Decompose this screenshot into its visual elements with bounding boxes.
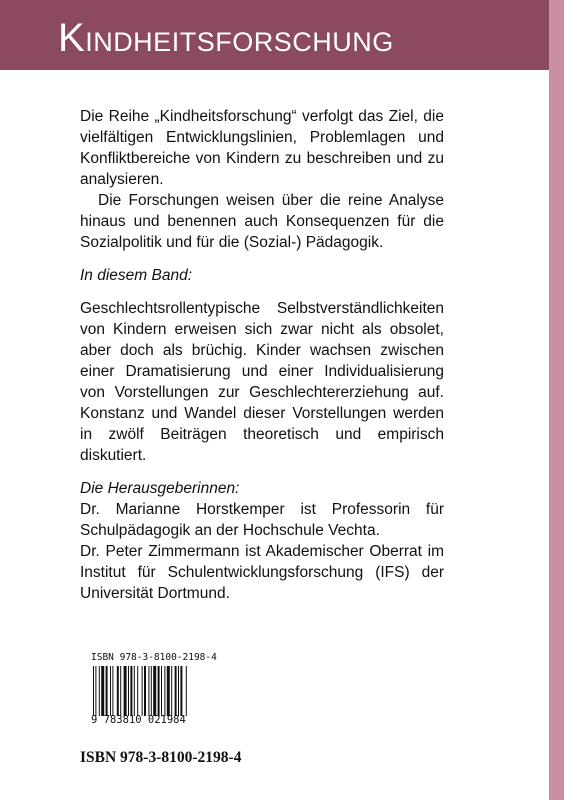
barcode-bar xyxy=(101,666,104,716)
barcode-bar xyxy=(153,666,156,716)
barcode-bar xyxy=(178,666,179,716)
barcode-bar xyxy=(151,666,152,716)
barcode-bar xyxy=(161,666,162,716)
barcode-isbn-label: ISBN 978-3-8100-2198-4 xyxy=(91,652,217,663)
editor-1: Dr. Marianne Horstkemper ist Professorin für Schulpädagogik an der Hochschule Vechta. xyxy=(80,501,444,539)
series-title-rest: INDHEITSFORSCHUNG xyxy=(85,27,394,57)
series-title-initial: K xyxy=(58,16,86,60)
barcode xyxy=(91,652,223,730)
intro-paragraph-1: Die Reihe „Kindheitsforschung“ verfolgt das Ziel, die vielfältigen Entwicklungslinien, Problemlagen und Konfliktbereiche von Kindern zu beschreiben und zu analysieren. xyxy=(80,108,444,188)
back-cover-text xyxy=(80,106,444,604)
intro-paragraph-2: Die Forschungen weisen über die reine Analyse hinaus und benennen auch Konsequenzen für die Sozialpolitik und für die (Sozial-) Pädagogik. xyxy=(80,192,444,251)
barcode-bar xyxy=(124,666,127,716)
barcode-bar xyxy=(164,666,165,716)
barcode-bar xyxy=(148,666,149,716)
barcode-bar xyxy=(99,666,100,716)
barcode-bar xyxy=(106,666,108,716)
barcode-bar xyxy=(137,666,138,716)
barcode-bar xyxy=(117,666,119,716)
barcode-bar xyxy=(180,666,182,716)
barcode-bar xyxy=(120,666,121,716)
barcode-bar xyxy=(134,666,135,716)
isbn-footer: ISBN 978-3-8100-2198-4 xyxy=(80,749,242,766)
right-edge-strip xyxy=(549,0,564,800)
volume-description: Geschlechtsrollentypische Selbstverständlichkeiten von Kindern erweisen sich zwar nicht als obsolet, aber doch als brüchig. Kinder wachsen zwischen einer Dramatisierung und einer Individualisierung von Vorstellungen zur Geschlechtererziehung auf. Konstanz und Wandel dieser Vorstellungen werden in zwölf Beiträgen theoretisch und empirisch diskutiert. xyxy=(80,300,444,464)
barcode-bar xyxy=(142,666,143,716)
spacer xyxy=(80,466,444,478)
barcode-bar xyxy=(144,666,146,716)
barcode-bars xyxy=(91,666,223,716)
barcode-bar xyxy=(128,666,129,716)
barcode-bar xyxy=(130,666,132,716)
barcode-bar xyxy=(110,666,111,716)
series-title xyxy=(58,18,394,58)
editors-heading: Die Herausgeberinnen: xyxy=(80,480,240,497)
series-banner xyxy=(0,0,549,70)
volume-heading: In diesem Band: xyxy=(80,267,193,284)
barcode-bar xyxy=(171,666,172,716)
barcode-bar xyxy=(186,666,187,716)
spacer xyxy=(80,253,444,265)
barcode-digits: 9 783810 021984 xyxy=(91,714,186,726)
barcode-bar xyxy=(167,666,170,716)
barcode-bar xyxy=(95,666,96,716)
barcode-bar xyxy=(112,666,113,716)
barcode-bar xyxy=(93,666,94,716)
editor-2: Dr. Peter Zimmermann ist Akademischer Oberrat im Institut für Schulentwicklungsforschung (IFS) der Universität Dortmund. xyxy=(80,543,444,602)
barcode-bar xyxy=(158,666,160,716)
barcode-bar xyxy=(175,666,177,716)
spacer xyxy=(80,286,444,298)
